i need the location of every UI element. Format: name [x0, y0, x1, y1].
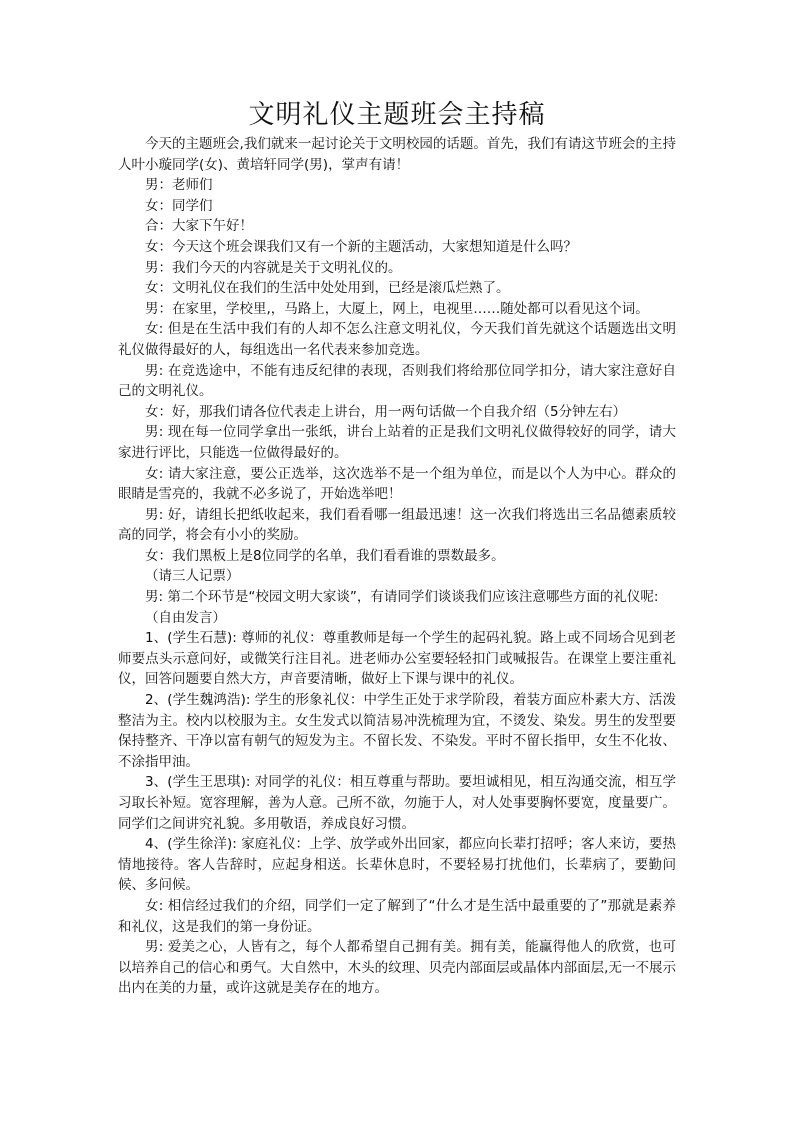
- document-title: 文明礼仪主题班会主持稿: [248, 100, 546, 130]
- paragraph: 今天的主题班会,我们就来一起讨论关于文明校园的话题。首先，我们有请这节班会的主持人叶小璇同学(女)、黄培轩同学(男)，掌声有请！: [118, 136, 676, 173]
- paragraph: 3、(学生王思琪): 对同学的礼仪：相互尊重与帮助。要坦诚相见，相互沟通交流，相互学习取长补短。宽容理解，善为人意。己所不欲，勿施于人，对人处事要胸怀要宽，度量要广。同学们之间讲究礼貌。多用敬语，养成良好习惯。: [118, 774, 676, 832]
- paragraph: 男：在家里，学校里,，马路上，大厦上，网上，电视里……随处都可以看见这个词。: [145, 300, 649, 317]
- paragraph: 男: 在竞选途中，不能有违反纪律的表现，否则我们将给那位同学扣分，请大家注意好自己的文明礼仪。: [118, 362, 676, 400]
- paragraph: 4、(学生徐洋): 家庭礼仪：上学、放学或外出回家，都应向长辈打招呼；客人来访，要热情地接待。客人告辞时，应起身相送。长辈休息时，不要轻易打扰他们，长辈病了，要勤问候、多问候。: [118, 836, 676, 894]
- paragraph: 女: 请大家注意，要公正选举，这次选举不是一个组为单位，而是以个人为中心。群众的眼睛是雪亮的，我就不必多说了，开始选举吧！: [118, 465, 676, 503]
- paragraph: 男：老师们: [145, 177, 213, 194]
- paragraph: 男: 好，请组长把纸收起来，我们看看哪一组最迅速！这一次我们将选出三名品德素质较高的同学，将会有小小的奖励。: [118, 506, 676, 544]
- paragraph: 女: 相信经过我们的介绍，同学们一定了解到了“什么才是生活中最重要的了”那就是素养和礼仪，这是我们的第一身份证。: [118, 897, 676, 935]
- paragraph: （自由发言）: [145, 609, 226, 626]
- paragraph: 合：大家下午好！: [145, 218, 253, 235]
- paragraph: 男：我们今天的内容就是关于文明礼仪的。: [145, 259, 402, 276]
- paragraph: 女: 但是在生活中我们有的人却不怎么注意文明礼仪，今天我们首先就这个话题选出文明礼仪做得最好的人，每组选出一名代表来参加竞选。: [118, 321, 676, 358]
- paragraph: 1、(学生石慧): 尊师的礼仪：尊重教师是每一个学生的起码礼貌。路上或不同场合见到老师要点头示意问好，或微笑行注目礼。进老师办公室要轻轻扣门或喊报告。在课堂上要注重礼仪，回答问题要自然大方，声音要清晰，做好上下课与课中的礼仪。: [118, 630, 676, 688]
- document-page: [118, 98, 676, 999]
- paragraph: 女：好，那我们请各位代表走上讲台，用一两句话做一个自我介绍（5分钟左右）: [145, 403, 627, 420]
- paragraph: 2、(学生魏鸿浩): 学生的形象礼仪：中学生正处于求学阶段，着装方面应朴素大方、活泼整洁为主。校内以校服为主。女生发式以简洁易冲洗梳理为宜，不烫发、染发。男生的发型要保持整齐、干净以富有朝气的短发为主。不留长发、不染发。平时不留长指甲，女生不化妆、不涂指甲油。: [118, 692, 676, 770]
- paragraph: 男: 爱美之心，人皆有之，每个人都希望自己拥有美。拥有美，能赢得他人的欣赏，也可以培养自己的信心和勇气。大自然中，木头的纹理、贝壳内部面层或晶体内部面层,无一不展示出内在美的力量，或许这就是美存在的地方。: [118, 939, 676, 997]
- paragraph: 女：我们黑板上是8位同学的名单，我们看看谁的票数最多。: [145, 547, 505, 564]
- paragraph: 女：文明礼仪在我们的生活中处处用到，已经是滚瓜烂熟了。: [145, 280, 510, 297]
- paragraph: 男: 现在每一位同学拿出一张纸，讲台上站着的正是我们文明礼仪做得较好的同学，请大家进行评比，只能选一位做得最好的。: [118, 424, 676, 461]
- paragraph: （请三人记票）: [145, 568, 240, 585]
- paragraph: 女：今天这个班会课我们又有一个新的主题活动，大家想知道是什么吗？: [145, 238, 577, 255]
- paragraph: 女：同学们: [145, 197, 213, 214]
- paragraph: 男: 第二个环节是“校园文明大家谈”，有请同学们谈谈我们应该注意哪些方面的礼仪呢:: [145, 589, 659, 606]
